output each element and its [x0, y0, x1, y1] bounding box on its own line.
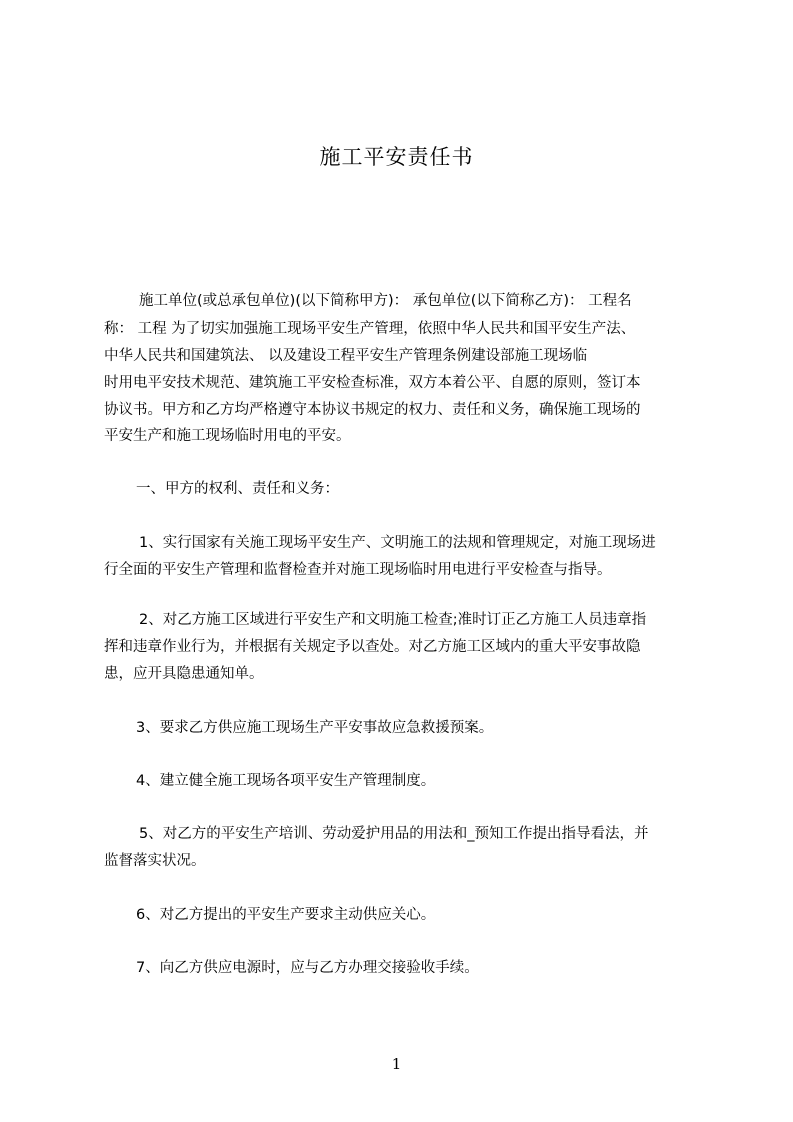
- intro-line-1: 施工单位(或总承包单位)(以下简称甲方)： 承包单位(以下简称乙方)： 工程名: [139, 293, 632, 309]
- item-1-line-1: 1、实行国家有关施工现场平安生产、文明施工的法规和管理规定，对施工现场进: [139, 535, 656, 551]
- item-6: 6、对乙方提出的平安生产要求主动供应关心。: [136, 907, 436, 923]
- item-2-line-3: 患，应开具隐患通知单。: [104, 666, 264, 682]
- item-3: 3、要求乙方供应施工现场生产平安事故应急救援预案。: [136, 720, 494, 736]
- item-5-line-1: 5、对乙方的平安生产培训、劳动爱护用品的用法和_预知工作提出指导看法，并: [139, 826, 649, 842]
- intro-line-6: 平安生产和施工现场临时用电的平安。: [104, 428, 351, 444]
- document-title: 施工平安责任书: [319, 145, 474, 169]
- item-2-line-1: 2、对乙方施工区域进行平安生产和文明施工检查;准时订正乙方施工人员违章指: [139, 612, 647, 628]
- intro-line-4: 时用电平安技术规范、建筑施工平安检查标准，双方本着公平、自愿的原则，签订本: [104, 375, 641, 391]
- item-1-line-2: 行全面的平安生产管理和监督检查并对施工现场临时用电进行平安检查与指导。: [104, 562, 612, 578]
- item-2-line-2: 挥和违章作业行为，并根据有关规定予以查处。对乙方施工区域内的重大平安事故隐: [104, 639, 641, 655]
- page-number: 1: [391, 1055, 402, 1073]
- item-4: 4、建立健全施工现场各项平安生产管理制度。: [136, 773, 436, 789]
- intro-line-5: 协议书。甲方和乙方均严格遵守本协议书规定的权力、责任和义务，确保施工现场的: [104, 402, 641, 418]
- item-5-line-2: 监督落实状况。: [104, 853, 206, 869]
- section-heading: 一、甲方的权利、责任和义务：: [136, 481, 339, 497]
- item-7: 7、向乙方供应电源时，应与乙方办理交接验收手续。: [136, 960, 479, 976]
- intro-line-2: 称： 工程 为了切实加强施工现场平安生产管理，依照中华人民共和国平安生产法、: [104, 321, 636, 337]
- intro-line-3: 中华人民共和国建筑法、 以及建设工程平安生产管理条例建设部施工现场临: [104, 348, 588, 364]
